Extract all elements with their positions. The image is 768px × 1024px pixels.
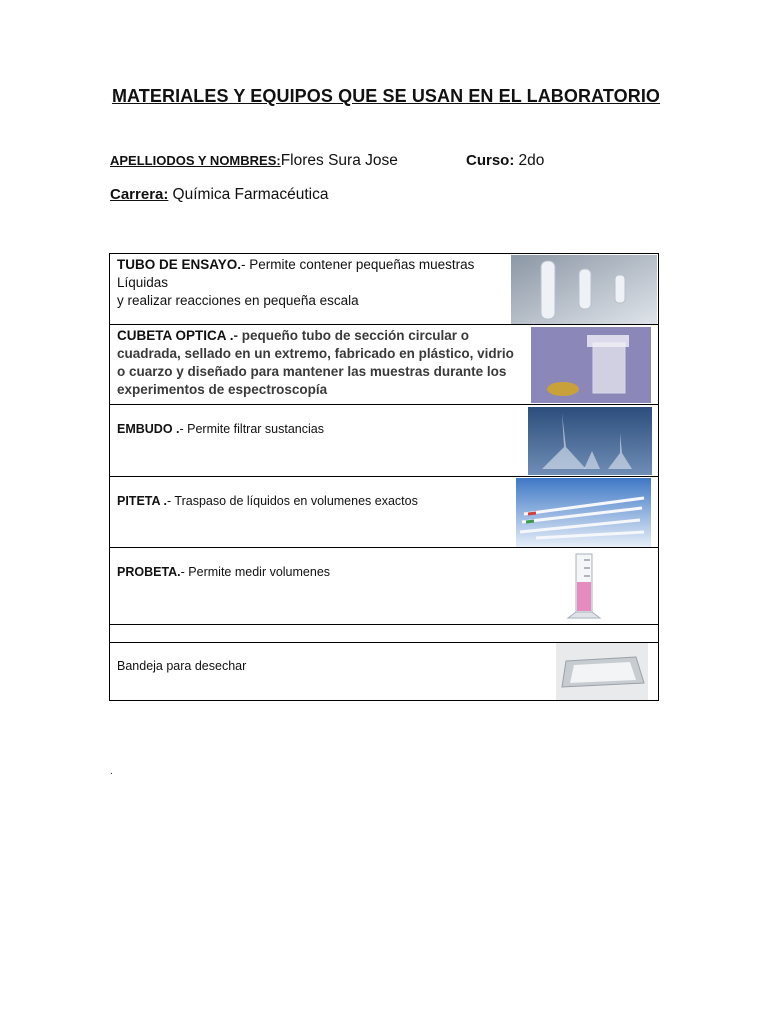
disposal-tray-photo (556, 643, 648, 700)
career-line (110, 186, 328, 204)
empty-cell (110, 625, 659, 643)
table-row (110, 548, 659, 625)
item-description-3: y realizar reacciones en pequeña escala (117, 293, 359, 308)
item-description: - Traspaso de líquidos en volumenes exactos (167, 494, 418, 508)
item-text (110, 643, 523, 676)
page-title: MATERIALES Y EQUIPOS QUE SE USAN EN EL LABORATORIO (111, 86, 661, 106)
item-cell-tray (110, 643, 659, 701)
materials-table (109, 253, 659, 701)
item-name: PITETA . (117, 494, 167, 508)
item-text (110, 254, 503, 310)
table-row (110, 405, 659, 477)
optical-cuvette-photo (531, 327, 651, 403)
item-description: - Permite medir volumenes (180, 565, 331, 579)
item-text (110, 325, 528, 399)
item-description: Bandeja para desechar (117, 659, 247, 673)
item-name: PROBETA. (117, 565, 181, 579)
course-line (466, 152, 544, 170)
item-name: EMBUDO . (117, 422, 180, 436)
item-description: - Permite contener pequeñas muestras (241, 257, 475, 272)
item-text (110, 477, 503, 511)
table-row (110, 477, 659, 548)
test-tubes-photo (511, 255, 657, 324)
funnels-photo (528, 407, 652, 475)
item-text (110, 405, 523, 439)
table-row-empty (110, 625, 659, 643)
table-row (110, 254, 659, 325)
item-cell-graduated-cylinder (110, 548, 659, 625)
course-label: Curso: (466, 152, 515, 169)
item-cell-pipette (110, 477, 659, 548)
name-value: Flores Sura Jose (280, 152, 398, 169)
item-name: CUBETA OPTICA . (117, 328, 234, 343)
pipettes-photo (516, 478, 651, 547)
career-label: Carrera: (110, 186, 169, 203)
item-name: TUBO DE ENSAYO. (117, 257, 242, 272)
course-value: 2do (518, 152, 545, 169)
item-cell-test-tube (110, 254, 659, 325)
item-description-2: Líquidas (117, 275, 169, 290)
graduated-cylinder-photo (558, 552, 610, 622)
name-label: APELLIODOS Y NOMBRES: (110, 153, 281, 168)
trailing-mark: . (110, 766, 113, 777)
item-description: - pequeño tubo de sección circular o cuadrada, sellado en un extremo, fabricado en plástico, vidrio o cuarzo y diseñado para mantener las muestras durante los experimentos de espectroscopía (117, 328, 514, 397)
table-row (110, 325, 659, 405)
career-value: Química Farmacéutica (172, 186, 329, 203)
student-name-line (110, 152, 398, 170)
item-cell-funnel (110, 405, 659, 477)
item-description: - Permite filtrar sustancias (179, 422, 324, 436)
table-row (110, 643, 659, 701)
item-text (110, 548, 503, 582)
item-cell-cuvette (110, 325, 659, 405)
